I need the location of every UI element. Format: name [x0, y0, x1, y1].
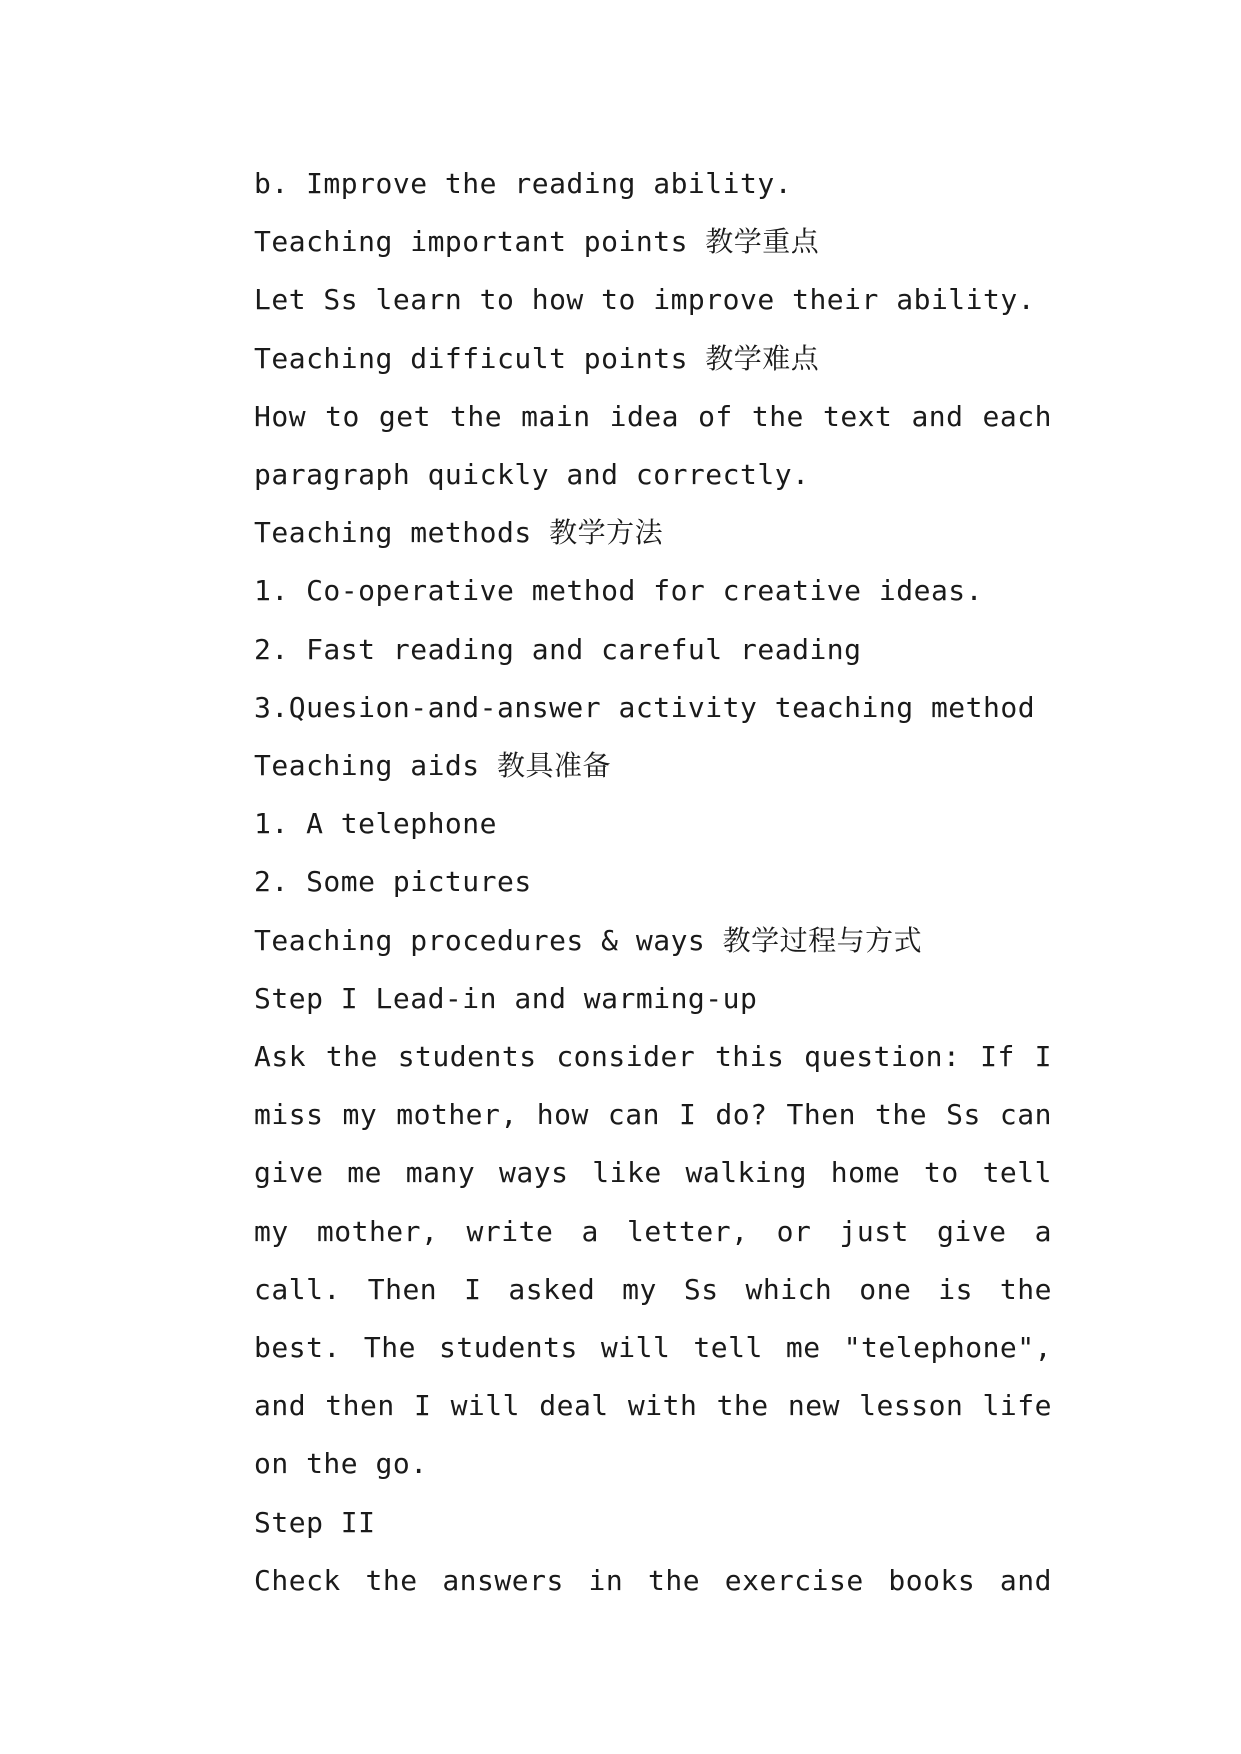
important-points-text: Let Ss learn to how to improve their ability.: [254, 283, 1036, 317]
section-heading-aids: Teaching aids 教具准备: [254, 749, 612, 783]
section-heading-methods: Teaching methods 教学方法: [254, 516, 664, 550]
objective-item-b: b. Improve the reading ability.: [254, 167, 793, 200]
method-item-1: 1. Co-operative method for creative ideas.: [254, 574, 984, 608]
step-2-paragraph: Check the answers in the exercise books and: [254, 1563, 1052, 1597]
step-2-heading: Step II: [254, 1505, 376, 1539]
section-heading-important-points: Teaching important points 教学重点: [254, 225, 820, 259]
method-item-3: 3.Quesion-and-answer activity teaching method: [254, 690, 1036, 724]
document-page: [187, 155, 1070, 1610]
section-heading-procedures: Teaching procedures & ways 教学过程与方式: [254, 923, 923, 957]
difficult-points-paragraph: How to get the main idea of the text and each paragraph quickly and correctly.: [254, 399, 1070, 492]
step-1-paragraph: Ask the students consider this question: If I miss my mother, how can I do? Then the Ss can give me many ways like walking home to tell my mother, write a letter, or just give a call. Then I asked my Ss which one is the best. The students will tell me "telephone", and then I will deal with the new lesson life on the go.: [254, 1040, 1070, 1481]
aid-item-1: 1. A telephone: [254, 807, 498, 841]
step-1-heading: Step I Lead-in and warming-up: [254, 981, 758, 1015]
method-item-2: 2. Fast reading and careful reading: [254, 632, 862, 666]
section-heading-difficult-points: Teaching difficult points 教学难点: [254, 341, 820, 375]
aid-item-2: 2. Some pictures: [254, 865, 532, 899]
